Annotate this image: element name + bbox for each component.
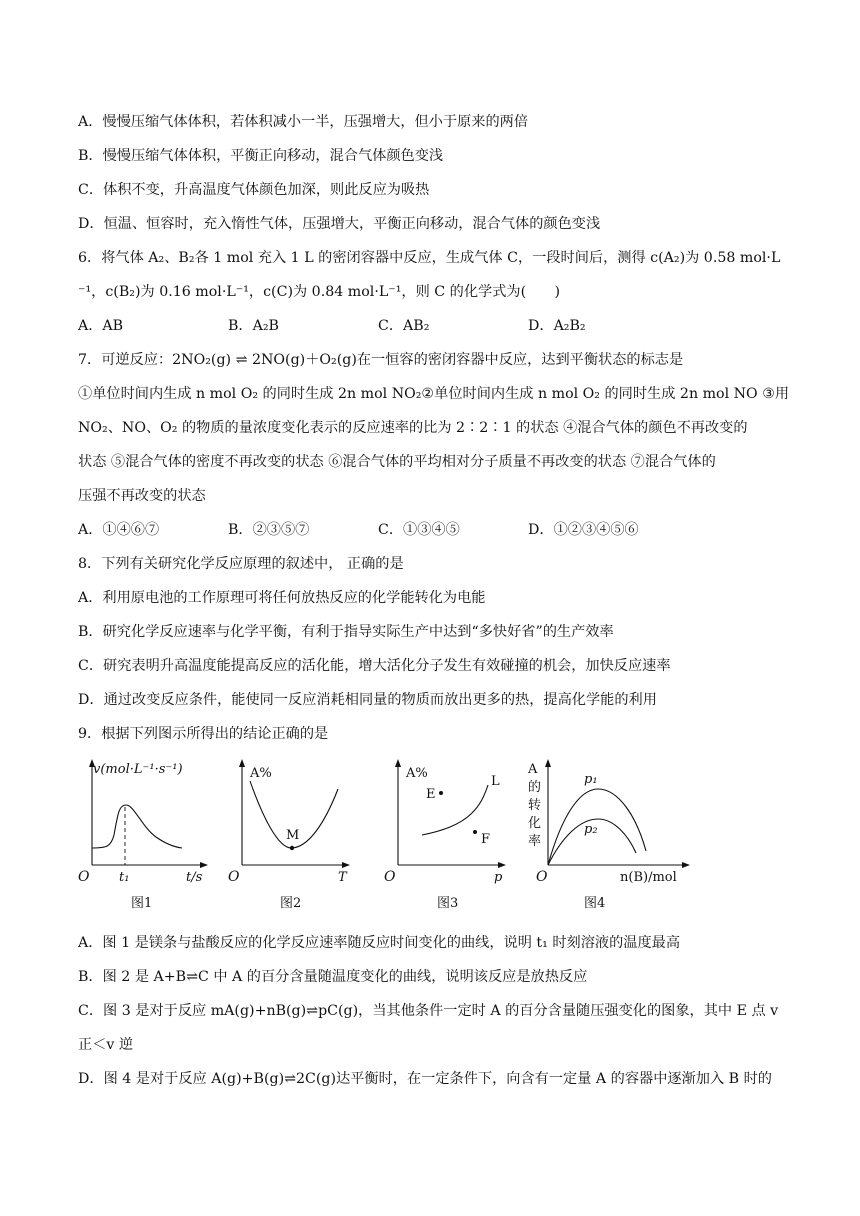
q8-option-d: D．通过改变反应条件，能使同一反应消耗相同量的物质而放出更多的热，提高化学能的利用 — [78, 692, 657, 708]
q7-option-b: B．②③⑤⑦ — [228, 522, 310, 538]
figure-1 — [78, 755, 213, 911]
fig4-ylabel-0: A — [528, 762, 538, 777]
fig2-y-arrow — [239, 759, 245, 767]
q6-option-d: D．A₂B₂ — [528, 318, 586, 334]
fig2-point-m — [290, 846, 294, 850]
q7-stem-line3: NO₂、NO、O₂ 的物质的量浓度变化表示的反应速率的比为 2∶2∶1 的状态 ④混合气体的颜色不再改变的 — [78, 420, 748, 436]
q9-option-c-line2: 正＜v 逆 — [78, 1037, 134, 1053]
figure-4 — [528, 755, 698, 911]
fig3-xlabel: p — [494, 870, 503, 885]
fig2-ylabel: A% — [250, 766, 272, 781]
q8-option-a: A．利用原电池的工作原理可将任何放热反应的化学能转化为电能 — [78, 590, 486, 606]
fig4-ylabel-2: 转 — [528, 798, 542, 813]
q8-stem: 8．下列有关研究化学反应原理的叙述中， 正确的是 — [78, 556, 404, 572]
fig3-ylabel: A% — [406, 766, 428, 781]
q9-stem: 9．根据下列图示所得出的结论正确的是 — [78, 726, 329, 742]
q7-stem-line2: ①单位时间内生成 n mol O₂ 的同时生成 2n mol NO₂②单位时间内生成 n mol O₂ 的同时生成 2n mol NO ③用 — [78, 386, 790, 402]
q8-option-b: B．研究化学反应速率与化学平衡，有利于指导实际生产中达到“多快好省”的生产效率 — [78, 624, 614, 640]
fig3-point-f-label: F — [481, 832, 491, 847]
fig3-y-arrow — [395, 759, 401, 767]
figure-3 — [384, 755, 514, 911]
q7-option-c: C．①③④⑤ — [378, 522, 460, 538]
q6-stem-line1: 6．将气体 A₂、B₂各 1 mol 充入 1 L 的密闭容器中反应，生成气体 C，一段时间后，测得 c(A₂)为 0.58 mol·L — [78, 250, 781, 266]
fig1-ylabel: v(mol·L⁻¹·s⁻¹) — [93, 762, 183, 777]
fig3-point-e-label: E — [426, 787, 436, 802]
q7-option-a: A．①④⑥⑦ — [78, 522, 160, 538]
fig4-curve2-label: p₂ — [584, 822, 598, 837]
fig4-origin: O — [536, 869, 548, 885]
q6-option-c: C．AB₂ — [378, 318, 430, 334]
q7-stem-line4: 状态 ⑤混合气体的密度不再改变的状态 ⑥混合气体的平均相对分子质量不再改变的状态 ⑦混合气体的 — [78, 454, 716, 470]
q6-option-a: A．AB — [78, 318, 124, 334]
fig1-x-arrow — [200, 862, 208, 868]
fig1-t1-label: t₁ — [119, 870, 130, 885]
fig4-curve1-label: p₁ — [584, 772, 598, 787]
fig2-origin: O — [228, 869, 240, 885]
fig3-origin: O — [384, 869, 396, 885]
q9-option-b: B．图 2 是 A+B⇌C 中 A 的百分含量随温度变化的曲线，说明该反应是放热反应 — [78, 969, 588, 985]
fig3-caption: 图3 — [437, 896, 459, 911]
fig4-caption: 图4 — [584, 896, 606, 911]
fig1-origin: O — [78, 869, 90, 885]
fig3-curve-label: L — [491, 774, 500, 789]
q6-stem-line2: ⁻¹，c(B₂)为 0.16 mol·L⁻¹，c(C)为 0.84 mol·L⁻¹，则 C 的化学式为( ) — [78, 284, 561, 300]
fig3-point-f — [473, 830, 477, 834]
q5-option-c: C．体积不变，升高温度气体颜色加深，则此反应为吸热 — [78, 182, 430, 198]
q5-option-a: A．慢慢压缩气体体积，若体积减小一半，压强增大，但小于原来的两倍 — [78, 114, 529, 130]
fig2-x-arrow — [342, 862, 350, 868]
q8-option-c: C．研究表明升高温度能提高反应的活化能，增大活化分子发生有效碰撞的机会，加快反应速率 — [78, 658, 671, 674]
fig4-y-arrow — [545, 759, 551, 767]
fig1-caption: 图1 — [131, 896, 153, 911]
fig2-xlabel: T — [338, 870, 347, 885]
q7-stem-line1: 7．可逆反应：2NO₂(g) ⇌ 2NO(g)＋O₂(g)在一恒容的密闭容器中反应，达到平衡状态的标志是 — [78, 352, 684, 368]
fig4-x-arrow — [682, 862, 690, 868]
q5-option-d: D．恒温、恒容时，充入惰性气体，压强增大，平衡正向移动，混合气体的颜色变浅 — [78, 216, 601, 232]
fig4-xlabel: n(B)/mol — [620, 870, 677, 885]
fig1-xlabel: t/s — [186, 870, 203, 885]
fig1-rate-curve — [92, 805, 182, 848]
q7-options — [78, 521, 778, 539]
fig2-caption: 图2 — [280, 896, 302, 911]
q5-option-b: B．慢慢压缩气体体积，平衡正向移动，混合气体颜色变浅 — [78, 148, 444, 164]
fig4-ylabel-1: 的 — [528, 780, 542, 795]
fig4-ylabel-4: 率 — [528, 834, 542, 849]
q6-option-b: B．A₂B — [228, 318, 279, 334]
q7-stem-line5: 压强不再改变的状态 — [78, 488, 206, 504]
q7-option-d: D．①②③④⑤⑥ — [528, 522, 639, 538]
fig2-point-label: M — [286, 828, 300, 843]
q6-options — [78, 317, 778, 335]
fig4-ylabel-3: 化 — [528, 816, 542, 831]
q9-option-a: A．图 1 是镁条与盐酸反应的化学反应速率随反应时间变化的曲线，说明 t₁ 时刻溶液的温度最高 — [78, 935, 681, 951]
q9-option-c-line1: C．图 3 是对于反应 mA(g)+nB(g)⇌pC(g)，当其他条件一定时 A 的百分含量随压强变化的图象，其中 E 点 v — [78, 1003, 779, 1019]
fig3-point-e — [439, 791, 443, 795]
figure-2 — [228, 755, 358, 911]
fig3-x-arrow — [498, 862, 506, 868]
q9-option-d: D．图 4 是对于反应 A(g)+B(g)⇌2C(g)达平衡时，在一定条件下，向含有一定量 A 的容器中逐渐加入 B 时的 — [78, 1071, 772, 1087]
